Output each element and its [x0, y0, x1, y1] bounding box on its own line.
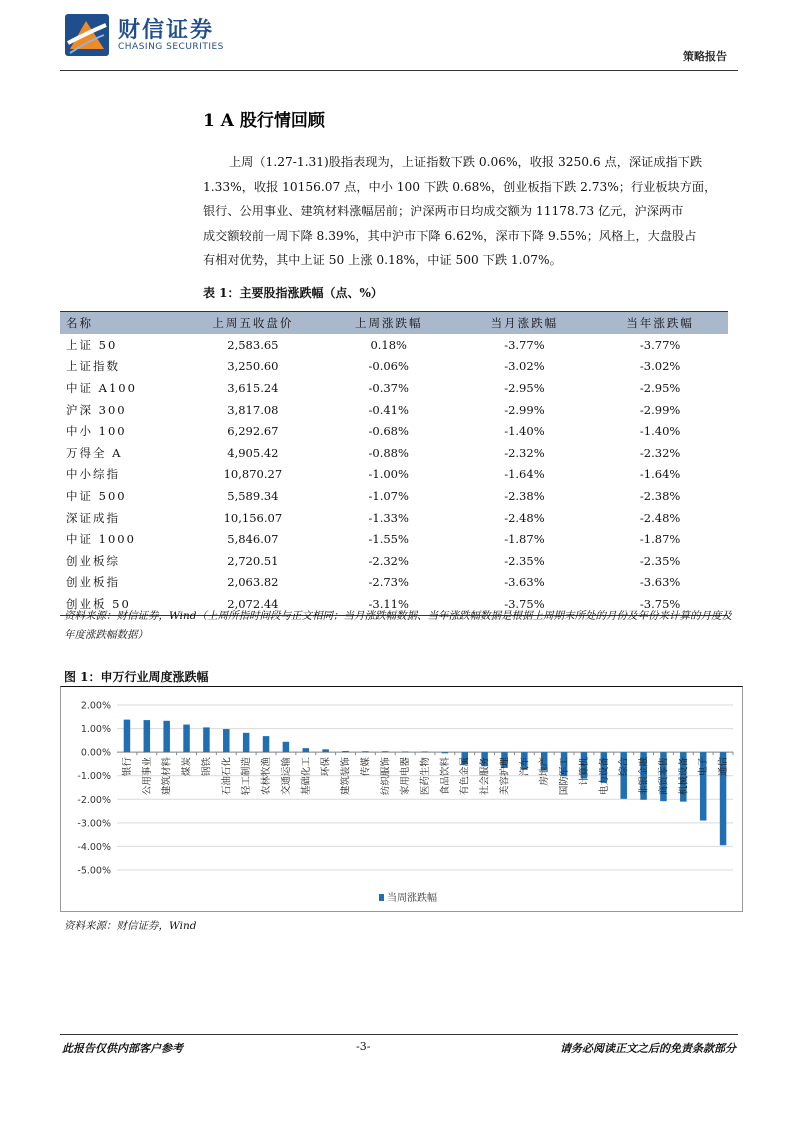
bar	[124, 720, 131, 753]
bar	[402, 751, 409, 752]
bar	[422, 751, 429, 752]
cell-year-change: -2.99%	[639, 402, 681, 417]
logo-chinese-name: 财信证券	[118, 18, 215, 43]
cell-name: 中小 100	[66, 424, 127, 439]
y-tick-label: 1.00%	[80, 724, 111, 736]
cell-close: 4,905.42	[227, 445, 279, 460]
category-label: 商贸零售	[658, 757, 670, 796]
paragraph-line: 银行、公用事业、建筑材料涨幅居前；沪深两市日均成交额为 11178.73 亿元，沪深两市	[203, 204, 684, 219]
category-label: 食品饮料	[439, 757, 451, 796]
cell-year-change: -2.48%	[639, 510, 681, 525]
cell-name: 万得全 A	[66, 445, 123, 460]
bar	[163, 721, 170, 752]
cell-name: 中证 500	[66, 488, 127, 503]
cell-year-change: -2.32%	[639, 445, 681, 460]
cell-year-change: -3.02%	[639, 359, 681, 374]
index-performance-table	[60, 311, 728, 616]
category-label: 公用事业	[141, 757, 153, 796]
table-caption: 表 1：主要股指涨跌幅（点、%）	[203, 286, 383, 300]
category-label: 汽车	[519, 757, 531, 777]
table-row	[60, 464, 728, 486]
cell-year-change: -2.35%	[639, 553, 681, 568]
paragraph-line: 有相对优势，其中上证 50 上涨 0.18%，中证 500 下跌 1.07%。	[203, 253, 562, 268]
category-label: 美容护理	[499, 757, 511, 796]
legend-swatch	[379, 894, 384, 901]
y-tick-label: -4.00%	[77, 841, 111, 853]
cell-month-change: -3.75%	[457, 593, 593, 615]
header-week-change: 上周涨跌幅	[321, 312, 457, 335]
table-row	[60, 420, 728, 442]
cell-month-change: -3.02%	[504, 359, 545, 374]
cell-close: 10,156.07	[223, 510, 283, 525]
header-month-change: 当月涨跌幅	[457, 312, 593, 335]
header-year-change: 当年涨跌幅	[592, 312, 728, 335]
section-title: 1 A 股行情回顾	[203, 111, 325, 131]
cell-year-change: -1.40%	[639, 424, 681, 439]
table-row	[60, 399, 728, 421]
cell-week-change: -2.73%	[368, 575, 409, 590]
cell-name: 中小综指	[66, 467, 120, 482]
cell-month-change: -3.63%	[504, 575, 545, 590]
cell-month-change: -2.48%	[504, 510, 545, 525]
cell-close: 5,589.34	[227, 488, 279, 503]
cell-name: 创业板 50	[60, 593, 185, 615]
cell-close: 2,072.44	[185, 593, 321, 615]
category-label: 煤炭	[181, 757, 193, 777]
cell-week-change: -0.06%	[368, 359, 409, 374]
paragraph-line: 上周（1.27-1.31)股指表现为，上证指数下跌 0.06%，收报 3250.6 点，深证成指下跌	[229, 155, 703, 169]
cell-month-change: -2.38%	[504, 488, 545, 503]
bar	[442, 752, 449, 753]
cell-close: 2,720.51	[227, 553, 279, 568]
header-divider	[60, 70, 738, 71]
section-paragraph	[203, 150, 743, 273]
cell-week-change: -1.07%	[368, 488, 409, 503]
company-logo-icon	[64, 13, 110, 57]
category-label: 环保	[320, 757, 332, 777]
table-row	[60, 507, 728, 529]
category-label: 银行	[121, 757, 133, 777]
cell-close: 6,292.67	[227, 424, 279, 439]
cell-name: 中证 1000	[66, 532, 136, 547]
cell-week-change: -0.37%	[368, 380, 409, 395]
category-label: 计算机	[578, 757, 590, 786]
cell-name: 中证 A100	[66, 380, 137, 395]
category-label: 电子	[698, 757, 710, 777]
cell-month-change: -2.95%	[504, 380, 545, 395]
cell-close: 5,846.07	[227, 532, 279, 547]
logo-english-name: CHASING SECURITIES	[118, 42, 224, 52]
table-source-note: 资料来源：财信证券，Wind（上周所指时间段与正文相同；当月涨跌幅数据、当年涨跌幅数据是根据上周期末所处的月份及年份来计算的月度及年度涨跌幅数据）	[64, 610, 732, 641]
figure-source-note: 资料来源：财信证券，Wind	[64, 920, 197, 932]
bar	[342, 751, 349, 752]
cell-year-change: -3.63%	[639, 575, 681, 590]
category-label: 石油石化	[221, 757, 233, 796]
footer-divider	[60, 1034, 738, 1035]
category-label: 建筑材料	[161, 757, 173, 796]
bar	[263, 736, 270, 752]
cell-week-change: -0.41%	[368, 402, 409, 417]
header-close: 上周五收盘价	[185, 312, 321, 335]
y-tick-label: 2.00%	[80, 700, 111, 712]
category-label: 有色金属	[459, 757, 471, 796]
cell-name: 上证指数	[66, 359, 120, 374]
bar	[283, 742, 290, 752]
bar	[183, 725, 190, 753]
category-label: 交通运输	[280, 757, 292, 796]
category-label: 电力设备	[598, 757, 610, 796]
cell-year-change: -1.64%	[639, 467, 681, 482]
cell-week-change: -1.33%	[368, 510, 409, 525]
y-tick-label: -1.00%	[77, 771, 111, 783]
paragraph-line: 成交额较前一周下降 8.39%，其中沪市下降 6.62%，深市下降 9.55%；风格上，大盘股占	[203, 228, 697, 243]
table-row	[60, 442, 728, 464]
footer-left-note: 此报告仅供内部客户参考	[62, 1042, 183, 1055]
bar	[322, 749, 329, 752]
category-label: 非银金融	[638, 757, 650, 796]
category-label: 建筑装饰	[340, 757, 352, 796]
category-label: 纺织服饰	[380, 757, 392, 796]
cell-close: 2,063.82	[227, 575, 279, 590]
cell-week-change: 0.18%	[370, 337, 407, 352]
cell-close: 10,870.27	[223, 467, 283, 482]
cell-month-change: -1.40%	[504, 424, 545, 439]
table-header-row	[60, 312, 728, 335]
category-label: 农林牧渔	[261, 757, 273, 796]
table-row	[60, 528, 728, 550]
category-label: 国防军工	[559, 757, 571, 796]
cell-week-change: -1.00%	[368, 467, 409, 482]
y-tick-label: 0.00%	[80, 747, 111, 759]
header-name: 名称	[60, 312, 185, 335]
cell-month-change: -2.35%	[504, 553, 545, 568]
category-label: 传媒	[360, 757, 372, 777]
chart-frame	[60, 686, 743, 912]
cell-close: 3,250.60	[227, 359, 279, 374]
category-label: 轻工制造	[241, 757, 253, 796]
category-label: 综合	[618, 757, 630, 777]
cell-week-change: -1.55%	[368, 532, 409, 547]
cell-month-change: -1.64%	[504, 467, 545, 482]
cell-name: 沪深 300	[66, 402, 127, 417]
cell-close: 3,817.08	[227, 402, 279, 417]
table-row	[60, 572, 728, 594]
cell-week-change: -0.68%	[368, 424, 409, 439]
cell-name: 创业板指	[66, 575, 120, 590]
category-label: 社会服务	[479, 757, 491, 796]
category-label: 房地产	[539, 757, 551, 786]
bar	[303, 748, 310, 752]
page-number: -3-	[356, 1040, 371, 1053]
legend-label: 当周涨跌幅	[387, 893, 437, 904]
industry-weekly-change-chart	[61, 687, 742, 910]
cell-name: 创业板综	[66, 553, 120, 568]
cell-year-change: -1.87%	[639, 532, 681, 547]
bar	[203, 727, 210, 752]
cell-year-change: -3.77%	[639, 337, 681, 352]
document-type: 策略报告	[683, 50, 727, 63]
y-tick-label: -3.00%	[77, 818, 111, 830]
table-row	[60, 356, 728, 378]
cell-name: 上证 50	[66, 337, 118, 352]
y-tick-label: -5.00%	[77, 865, 111, 877]
cell-week-change: -0.88%	[368, 445, 409, 460]
cell-name: 深证成指	[66, 510, 120, 525]
category-label: 医药生物	[420, 757, 431, 796]
cell-close: 3,615.24	[227, 380, 279, 395]
cell-year-change: -3.75%	[592, 593, 728, 615]
category-label: 通信	[718, 757, 730, 777]
bar	[382, 751, 389, 752]
table-row	[60, 550, 728, 572]
paragraph-line: 1.33%，收报 10156.07 点，中小 100 下跌 0.68%，创业板指下跌 2.73%；行业板块方面，	[203, 179, 717, 194]
cell-month-change: -3.77%	[504, 337, 545, 352]
cell-week-change: -2.32%	[368, 553, 409, 568]
table-row	[60, 377, 728, 399]
cell-year-change: -2.95%	[639, 380, 681, 395]
cell-close: 2,583.65	[227, 337, 279, 352]
cell-year-change: -2.38%	[639, 488, 681, 503]
cell-month-change: -1.87%	[504, 532, 545, 547]
category-label: 钢铁	[201, 757, 213, 777]
category-label: 基础化工	[300, 757, 312, 796]
bar	[144, 720, 151, 752]
cell-week-change: -3.11%	[321, 593, 457, 615]
bar	[243, 733, 250, 752]
cell-month-change: -2.32%	[504, 445, 545, 460]
figure-caption: 图 1：申万行业周度涨跌幅	[64, 670, 209, 684]
bar	[223, 729, 230, 752]
category-label: 机械设备	[678, 757, 690, 796]
bar	[362, 751, 369, 752]
y-tick-label: -2.00%	[77, 794, 111, 806]
cell-month-change: -2.99%	[504, 402, 545, 417]
table-row	[60, 334, 728, 356]
category-label: 家用电器	[400, 757, 412, 796]
table-row	[60, 485, 728, 507]
footer-disclaimer: 请务必阅读正文之后的免责条款部分	[560, 1042, 736, 1055]
